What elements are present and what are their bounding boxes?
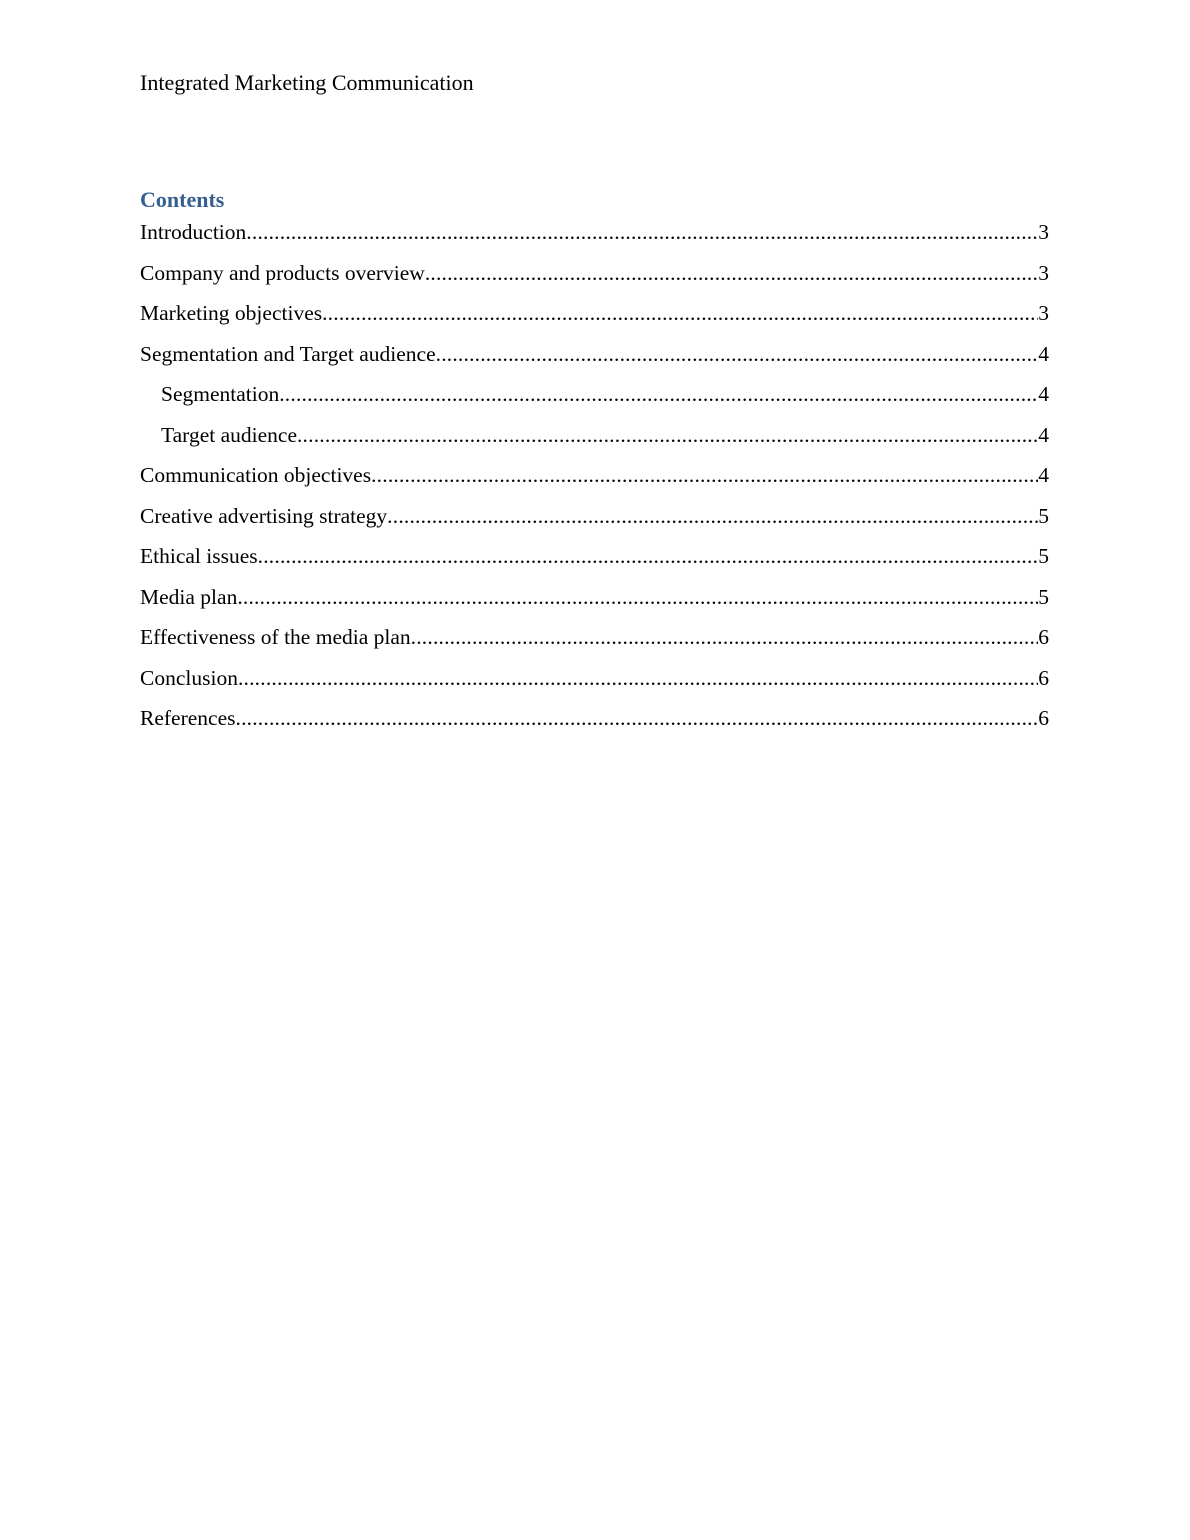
- toc-dot-leader: [258, 542, 1039, 570]
- toc-page-number: 6: [1038, 665, 1049, 690]
- toc-page-number: 5: [1038, 584, 1049, 609]
- toc-dot-leader: [411, 623, 1039, 651]
- toc-entry-label: Marketing objectives: [140, 301, 323, 325]
- toc-page-number: 3: [1038, 260, 1049, 285]
- toc-page-number: 6: [1038, 625, 1049, 649]
- toc-page-number: 4: [1038, 463, 1049, 487]
- toc-entry-label: Ethical issues: [140, 544, 258, 568]
- toc-dot-leader: [279, 380, 1038, 408]
- toc-entry-media-plan[interactable]: [140, 583, 1049, 624]
- toc-heading: Contents: [140, 187, 225, 212]
- toc-dot-leader: [322, 299, 1038, 327]
- toc-dot-leader: [297, 421, 1038, 449]
- toc-entry-label: Introduction: [140, 220, 247, 244]
- toc-entry-effectiveness-media-plan[interactable]: [140, 623, 1049, 664]
- toc-dot-leader: [237, 583, 1038, 611]
- toc-entry-label: Segmentation: [161, 382, 280, 406]
- table-of-contents: [140, 218, 1049, 745]
- toc-entry-introduction[interactable]: [140, 218, 1049, 259]
- toc-entry-segmentation-target-audience[interactable]: [140, 340, 1049, 381]
- toc-page-number: 3: [1038, 220, 1049, 244]
- toc-dot-leader: [371, 461, 1038, 489]
- toc-entry-target-audience[interactable]: [140, 421, 1049, 462]
- toc-entry-label: Creative advertising strategy: [140, 503, 388, 528]
- toc-entry-label: Company and products overview: [140, 260, 425, 285]
- toc-page-number: 5: [1038, 503, 1049, 528]
- toc-entry-label: References: [140, 706, 236, 730]
- toc-dot-leader: [246, 218, 1038, 246]
- toc-entry-communication-objectives[interactable]: [140, 461, 1049, 502]
- toc-entry-ethical-issues[interactable]: [140, 542, 1049, 583]
- page-header-title: Integrated Marketing Communication: [140, 70, 474, 95]
- toc-page-number: 6: [1038, 706, 1049, 730]
- toc-dot-leader: [236, 704, 1039, 732]
- toc-page-number: 4: [1038, 341, 1049, 366]
- toc-entry-label: Media plan: [140, 584, 238, 609]
- toc-page-number: 4: [1038, 422, 1049, 447]
- toc-entry-label: Effectiveness of the media plan: [140, 625, 411, 649]
- toc-entry-segmentation[interactable]: [140, 380, 1049, 421]
- toc-entry-marketing-objectives[interactable]: [140, 299, 1049, 340]
- toc-entry-label: Target audience: [161, 422, 297, 447]
- toc-entry-label: Conclusion: [140, 665, 238, 690]
- toc-dot-leader: [436, 340, 1039, 368]
- toc-dot-leader: [238, 664, 1038, 692]
- toc-entry-company-overview[interactable]: [140, 259, 1049, 300]
- toc-entry-label: Segmentation and Target audience: [140, 341, 436, 366]
- toc-entry-creative-advertising-strategy[interactable]: [140, 502, 1049, 543]
- toc-dot-leader: [387, 502, 1038, 530]
- toc-entry-references[interactable]: [140, 704, 1049, 745]
- toc-entry-label: Communication objectives: [140, 463, 372, 487]
- toc-page-number: 4: [1038, 382, 1049, 406]
- toc-dot-leader: [425, 259, 1038, 287]
- toc-page-number: 5: [1038, 544, 1049, 568]
- toc-page-number: 3: [1038, 301, 1049, 325]
- toc-entry-conclusion[interactable]: [140, 664, 1049, 705]
